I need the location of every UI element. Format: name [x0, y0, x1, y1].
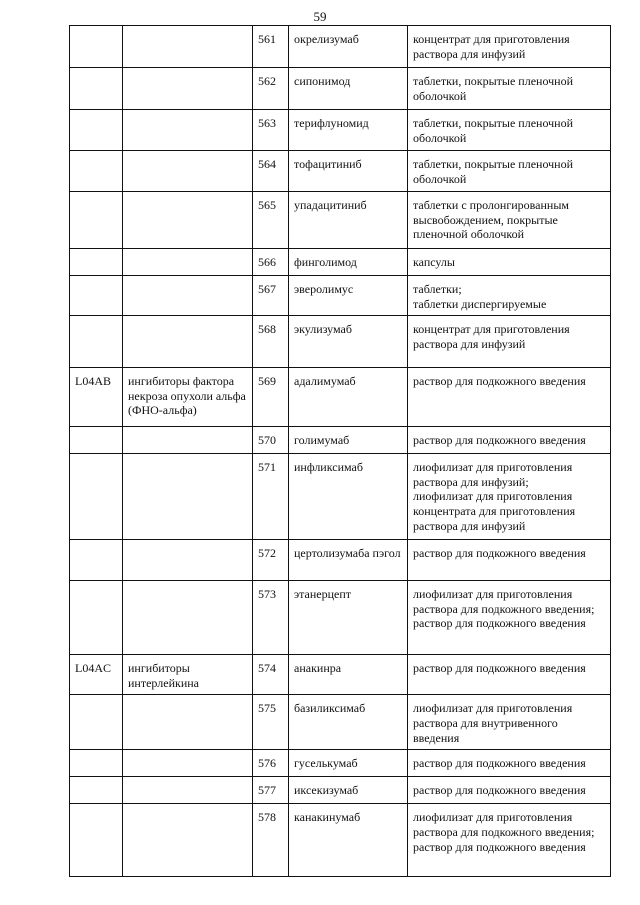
atc-group-cell [123, 192, 253, 249]
drug-name-cell: экулизумаб [289, 316, 408, 368]
row-number-cell: 562 [253, 68, 289, 110]
row-number-cell: 567 [253, 276, 289, 316]
drug-name-cell: гуселькумаб [289, 750, 408, 777]
atc-code-cell [70, 316, 123, 368]
dosage-form-text: таблетки с пролонгированным высвобождением, покрытые пленочной оболочкой [413, 198, 570, 242]
atc-group-cell [123, 581, 253, 655]
atc-code-cell [70, 151, 123, 192]
dosage-form-text: лиофилизат для приготовления раствора для инфузий; [413, 460, 573, 489]
table-row [70, 581, 611, 655]
drug-name-cell: голимумаб [289, 427, 408, 454]
table-row [70, 454, 611, 540]
row-number-cell: 561 [253, 26, 289, 68]
table-row [70, 249, 611, 276]
row-number-cell: 578 [253, 804, 289, 877]
row-number-cell: 566 [253, 249, 289, 276]
row-number-cell: 571 [253, 454, 289, 540]
dosage-form-cell [408, 276, 611, 316]
table-row [70, 192, 611, 249]
drug-name-cell: финголимод [289, 249, 408, 276]
atc-code-cell [70, 695, 123, 750]
atc-code-cell [70, 540, 123, 581]
atc-group-cell [123, 26, 253, 68]
row-number-cell: 573 [253, 581, 289, 655]
atc-code-cell [70, 276, 123, 316]
dosage-form-cell [408, 777, 611, 804]
dosage-form-cell [408, 581, 611, 655]
dosage-form-text: лиофилизат для приготовления концентрата для приготовления раствора для инфузий [413, 489, 576, 533]
atc-code-cell [70, 192, 123, 249]
dosage-form-cell [408, 655, 611, 695]
atc-group-cell [123, 695, 253, 750]
row-number-cell: 569 [253, 368, 289, 427]
atc-code-cell: L04AC [70, 655, 123, 695]
table-row [70, 151, 611, 192]
table-row [70, 316, 611, 368]
dosage-form-cell [408, 151, 611, 192]
atc-group-cell [123, 249, 253, 276]
dosage-form-text: таблетки диспергируемые [413, 296, 547, 311]
dosage-form-text: таблетки, покрытые пленочной оболочкой [413, 74, 574, 103]
row-number-cell: 572 [253, 540, 289, 581]
atc-group-cell [123, 427, 253, 454]
drug-name-cell: иксекизумаб [289, 777, 408, 804]
atc-group-cell [123, 68, 253, 110]
table-row [70, 655, 611, 695]
drug-name-cell: канакинумаб [289, 804, 408, 877]
table-row [70, 804, 611, 877]
atc-code-cell [70, 26, 123, 68]
dosage-form-cell [408, 540, 611, 581]
dosage-form-text: таблетки, покрытые пленочной оболочкой [413, 116, 574, 145]
dosage-form-cell [408, 454, 611, 540]
table-row [70, 368, 611, 427]
dosage-form-cell [408, 750, 611, 777]
atc-group-cell [123, 777, 253, 804]
dosage-form-text: таблетки; [413, 282, 462, 296]
page-number: 59 [313, 9, 327, 24]
table-row [70, 276, 611, 316]
drug-table [69, 25, 611, 877]
row-number-cell: 576 [253, 750, 289, 777]
dosage-form-cell [408, 68, 611, 110]
atc-code-cell [70, 454, 123, 540]
table-row [70, 427, 611, 454]
dosage-form-cell [408, 249, 611, 276]
row-number-cell: 577 [253, 777, 289, 804]
drug-name-cell: этанерцепт [289, 581, 408, 655]
atc-code-cell [70, 750, 123, 777]
dosage-form-text: лиофилизат для приготовления раствора для подкожного введения; [413, 587, 595, 616]
table-row [70, 777, 611, 804]
atc-code-cell [70, 110, 123, 151]
table-row [70, 695, 611, 750]
atc-group-cell [123, 110, 253, 151]
dosage-form-cell [408, 26, 611, 68]
drug-name-cell: терифлуномид [289, 110, 408, 151]
table-row [70, 26, 611, 68]
dosage-form-text: раствор для подкожного введения [413, 661, 586, 676]
atc-group-cell [123, 276, 253, 316]
row-number-cell: 574 [253, 655, 289, 695]
atc-group-cell [123, 540, 253, 581]
atc-group-cell [123, 750, 253, 777]
dosage-form-cell [408, 316, 611, 368]
row-number-cell: 563 [253, 110, 289, 151]
drug-name-cell: базиликсимаб [289, 695, 408, 750]
atc-group-cell [123, 804, 253, 877]
dosage-form-text: лиофилизат для приготовления раствора для внутривенного введения [413, 701, 573, 745]
row-number-cell: 575 [253, 695, 289, 750]
atc-code-cell [70, 249, 123, 276]
dosage-form-cell [408, 110, 611, 151]
dosage-form-text: таблетки, покрытые пленочной оболочкой [413, 157, 574, 186]
drug-name-cell: цертолизумаба пэгол [289, 540, 408, 581]
dosage-form-text: раствор для подкожного введения [413, 546, 586, 561]
dosage-form-cell [408, 192, 611, 249]
dosage-form-text: концентрат для приготовления раствора для инфузий [413, 322, 570, 351]
table-row [70, 750, 611, 777]
atc-group-cell: ингибиторы фактора некроза опухоли альфа (ФНО-альфа) [123, 368, 253, 427]
drug-name-cell: инфликсимаб [289, 454, 408, 540]
drug-name-cell: упадацитиниб [289, 192, 408, 249]
drug-table-body [70, 26, 611, 877]
drug-name-cell: тофацитиниб [289, 151, 408, 192]
dosage-form-text: раствор для подкожного введения [413, 433, 586, 448]
drug-name-cell: адалимумаб [289, 368, 408, 427]
row-number-cell: 565 [253, 192, 289, 249]
dosage-form-cell [408, 695, 611, 750]
atc-code-cell [70, 777, 123, 804]
table-row [70, 68, 611, 110]
atc-code-cell [70, 804, 123, 877]
atc-code-cell [70, 68, 123, 110]
row-number-cell: 568 [253, 316, 289, 368]
atc-group-cell [123, 316, 253, 368]
drug-name-cell: окрелизумаб [289, 26, 408, 68]
dosage-form-text: раствор для подкожного введения [413, 756, 586, 771]
dosage-form-cell [408, 368, 611, 427]
row-number-cell: 570 [253, 427, 289, 454]
dosage-form-cell [408, 804, 611, 877]
atc-code-cell [70, 427, 123, 454]
atc-group-cell [123, 151, 253, 192]
drug-name-cell: эверолимус [289, 276, 408, 316]
drug-name-cell: анакинра [289, 655, 408, 695]
dosage-form-text: раствор для подкожного введения [413, 783, 586, 798]
dosage-form-text: раствор для подкожного введения [413, 839, 586, 854]
dosage-form-text: концентрат для приготовления раствора для инфузий [413, 32, 570, 61]
atc-code-cell: L04AB [70, 368, 123, 427]
table-row [70, 110, 611, 151]
atc-code-cell [70, 581, 123, 655]
row-number-cell: 564 [253, 151, 289, 192]
table-row [70, 540, 611, 581]
drug-name-cell: сипонимод [289, 68, 408, 110]
dosage-form-text: раствор для подкожного введения [413, 374, 586, 389]
dosage-form-text: лиофилизат для приготовления раствора для подкожного введения; [413, 810, 595, 839]
dosage-form-text: раствор для подкожного введения [413, 616, 586, 631]
dosage-form-text: капсулы [413, 255, 455, 269]
atc-group-cell [123, 454, 253, 540]
dosage-form-cell [408, 427, 611, 454]
atc-group-cell: ингибиторы интерлейкина [123, 655, 253, 695]
